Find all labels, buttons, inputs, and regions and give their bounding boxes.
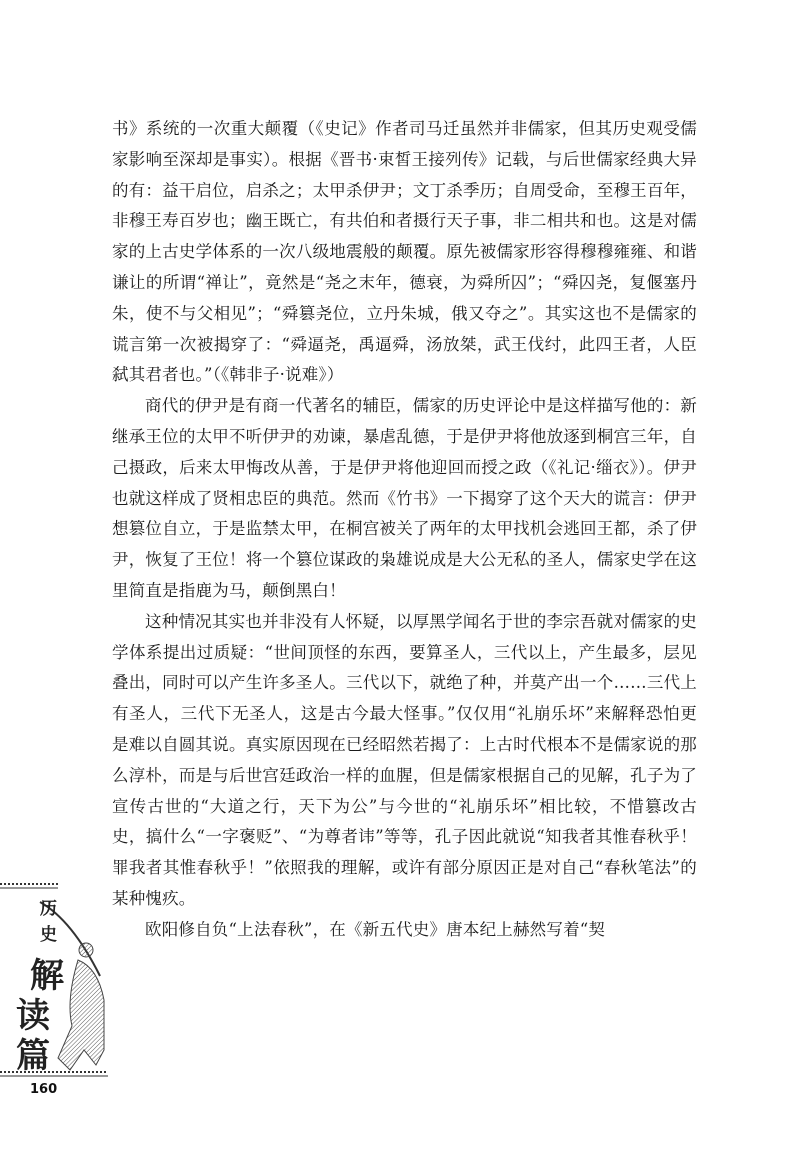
ornament-char-3: 解 [30,956,64,996]
paragraph-ouyang-xiu: 欧阳修自负“上法春秋”，在《新五代史》唐本纪上赫然写着“契 [145,919,606,939]
section-ornament [0,850,108,1095]
ornament-char-4: 读 [16,996,50,1036]
paragraph-yi-yin: 商代的伊尹是有商一代著名的辅臣，儒家的历史评论中是这样描写他的：新继承王位的太甲不听伊尹的劝谏，暴虐乱德，于是伊尹将他放逐到桐宫三年，自己摄政，后来太甲悔改从善，于是伊尹将他迎回而授之政（《礼记·缁衣》）。伊尹也就这样成了贤相忠臣的典范。然而《竹书》一下揭穿了这个天大的谎言：伊尹想篡位自立，于是监禁太甲，在桐宫被关了两年的太甲找机会逃回王都，杀了伊尹，恢复了王位！将一个篡位谋政的枭雄说成是大公无私的圣人，儒家史学在这里简直是指鹿为马，颠倒黑白！ [112,396,697,600]
page-number: 160 [30,1082,58,1097]
ornament-char-5: 篇 [16,1036,50,1076]
paragraph-li-zongwu: 这种情况其实也并非没有人怀疑，以厚黑学闻名于世的李宗吾就对儒家的史学体系提出过质疑：“世间顶怪的东西，要算圣人，三代以上，产生最多，层见叠出，同时可以产生许多圣人。三代以下，就绝了种，并莫产出一个……三代上有圣人，三代下无圣人，这是古今最大怪事。”仅仅用“礼崩乐坏”来解释恐怕更是难以自圆其说。真实原因现在已经昭然若揭了：上古时代根本不是儒家说的那么淳朴，而是与后世宫廷政治一样的血腥，但是儒家根据自己的见解，孔子为了宣传古世的“大道之行，天下为公”与今世的“礼崩乐坏”相比较，不惜篡改古史，搞什么“一字褒贬”、“为尊者讳”等等，孔子因此就说“知我者其惟春秋乎！罪我者其惟春秋乎！”依照我的理解，或许有部分原因正是对自己“春秋笔法”的某种愧疚。 [112,611,697,908]
body-text [112,114,697,946]
ornament-char-1: 历 [40,899,57,919]
ornament-char-2: 史 [40,925,57,945]
paragraph-continued: 书》系统的一次重大颠覆（《史记》作者司马迁虽然并非儒家，但其历史观受儒家影响至深却是事实）。根据《晋书·束皙王接列传》记载，与后世儒家经典大异的有：益干启位，启杀之；太甲杀伊尹；文丁杀季历；自周受命，至穆王百年，非穆王寿百岁也；幽王既亡，有共伯和者摄行天子事，非二相共和也。这是对儒家的上古史学体系的一次八级地震般的颠覆。原先被儒家形容得穆穆雍雍、和谐谦让的所谓“禅让”，竟然是“尧之末年，德衰，为舜所囚”；“舜囚尧，复偃塞丹朱，使不与父相见”；“舜篡尧位，立丹朱城，俄又夺之”。其实这也不是儒家的谎言第一次被揭穿了：“舜逼尧，禹逼舜，汤放桀，武王伐纣，此四王者，人臣弑其君者也。”（《韩非子·说难》） [112,119,697,385]
